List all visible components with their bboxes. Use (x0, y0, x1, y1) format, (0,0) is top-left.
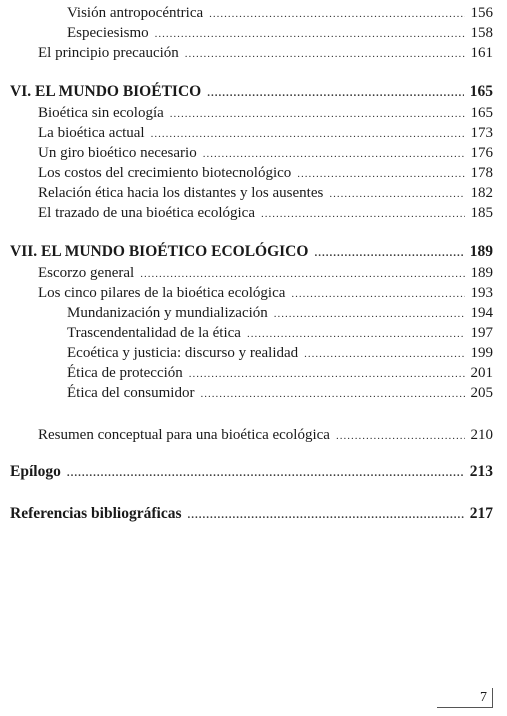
toc-entry (38, 103, 493, 123)
dot-leader (203, 144, 465, 164)
toc-entry (38, 143, 493, 163)
toc-entry (38, 183, 493, 203)
toc-entry-title: Epílogo (10, 463, 61, 480)
toc-chapter-heading (10, 82, 493, 102)
toc-entry-title: El trazado de una bioética ecológica (38, 205, 255, 221)
toc-entry (38, 263, 493, 283)
toc-entry (38, 123, 493, 143)
toc-entry-page: 165 (469, 83, 493, 100)
dot-leader (187, 505, 463, 525)
toc-entry-title: Escorzo general (38, 265, 135, 281)
toc-entry-page: 189 (470, 265, 493, 281)
toc-entry-title: Los costos del crecimiento biotecnológico (38, 165, 292, 181)
toc-entry-page: 161 (470, 45, 493, 61)
toc-entry (67, 323, 493, 343)
dot-leader (314, 243, 463, 263)
footer-rule (437, 707, 493, 708)
toc-entry-title: Mundanización y mundialización (67, 305, 268, 321)
toc-entry-page: 210 (470, 427, 493, 443)
footer-corner-rule (492, 688, 493, 708)
dot-leader (329, 184, 464, 204)
dot-leader (297, 164, 464, 184)
toc-entry-page: 193 (470, 285, 493, 301)
toc-entry-page: 165 (470, 105, 493, 121)
toc-entry-page: 205 (470, 385, 493, 401)
toc-entry-title: VII. EL MUNDO BIOÉTICO ECOLÓGICO (10, 243, 309, 260)
toc-entry-page: 213 (469, 463, 493, 480)
toc-entry (67, 383, 493, 403)
dot-leader (247, 324, 465, 344)
dot-leader (155, 24, 465, 44)
toc-entry-title: El principio precaución (38, 45, 179, 61)
toc-entry-page: 158 (470, 25, 493, 41)
toc-entry-page: 178 (470, 165, 493, 181)
dot-leader (261, 204, 465, 224)
toc-entry (67, 363, 493, 383)
dot-leader (151, 124, 465, 144)
dot-leader (304, 344, 464, 364)
toc-entry (38, 425, 493, 445)
toc-entry-page: 199 (470, 345, 493, 361)
toc-entry-title: Ética de protección (67, 365, 183, 381)
toc-entry-page: 217 (469, 505, 493, 522)
toc-entry-page: 185 (470, 205, 493, 221)
toc-entry-title: Resumen conceptual para una bioética ecológica (38, 427, 330, 443)
toc-entry (38, 163, 493, 183)
toc-entry-title: Relación ética hacia los distantes y los ausentes (38, 185, 324, 201)
toc-entry-title: Trascendentalidad de la ética (67, 325, 241, 341)
toc-entry-page: 156 (470, 5, 493, 21)
toc-entry-page: 173 (470, 125, 493, 141)
toc-entry-page: 176 (470, 145, 493, 161)
toc-entry-page: 182 (470, 185, 493, 201)
toc-entry-title: Especiesismo (67, 25, 149, 41)
toc-entry (67, 3, 493, 23)
dot-leader (185, 44, 465, 64)
page-number: 7 (480, 690, 487, 705)
toc-entry (38, 203, 493, 223)
toc-entry-title: Bioética sin ecología (38, 105, 164, 121)
toc-entry (38, 43, 493, 63)
dot-leader (189, 364, 465, 384)
toc-entry-title: Referencias bibliográficas (10, 505, 182, 522)
toc-entry (67, 303, 493, 323)
toc-entry-page: 201 (470, 365, 493, 381)
toc-entry-title: Los cinco pilares de la bioética ecológica (38, 285, 286, 301)
toc-entry-page: 194 (470, 305, 493, 321)
dot-leader (291, 284, 464, 304)
toc-entry (38, 283, 493, 303)
page-footer (437, 688, 493, 708)
toc-entry-title: Ecoética y justicia: discurso y realidad (67, 345, 299, 361)
dot-leader (207, 83, 464, 103)
toc-entry-page: 197 (470, 325, 493, 341)
toc-entry-title: Un giro bioético necesario (38, 145, 197, 161)
toc-section-heading (10, 462, 493, 482)
dot-leader (170, 104, 465, 124)
dot-leader (140, 264, 464, 284)
dot-leader (336, 426, 465, 446)
dot-leader (67, 463, 464, 483)
toc-entry-title: Visión antropocéntrica (67, 5, 204, 21)
toc-entry-title: VI. EL MUNDO BIOÉTICO (10, 83, 202, 100)
dot-leader (200, 384, 464, 404)
toc-entry (67, 23, 493, 43)
toc-section-heading (10, 504, 493, 524)
toc-entry (67, 343, 493, 363)
dot-leader (209, 4, 464, 24)
toc-entry-page: 189 (469, 243, 493, 260)
toc-entry-title: Ética del consumidor (67, 385, 195, 401)
toc-chapter-heading (10, 242, 493, 262)
toc-entry-title: La bioética actual (38, 125, 145, 141)
dot-leader (274, 304, 465, 324)
